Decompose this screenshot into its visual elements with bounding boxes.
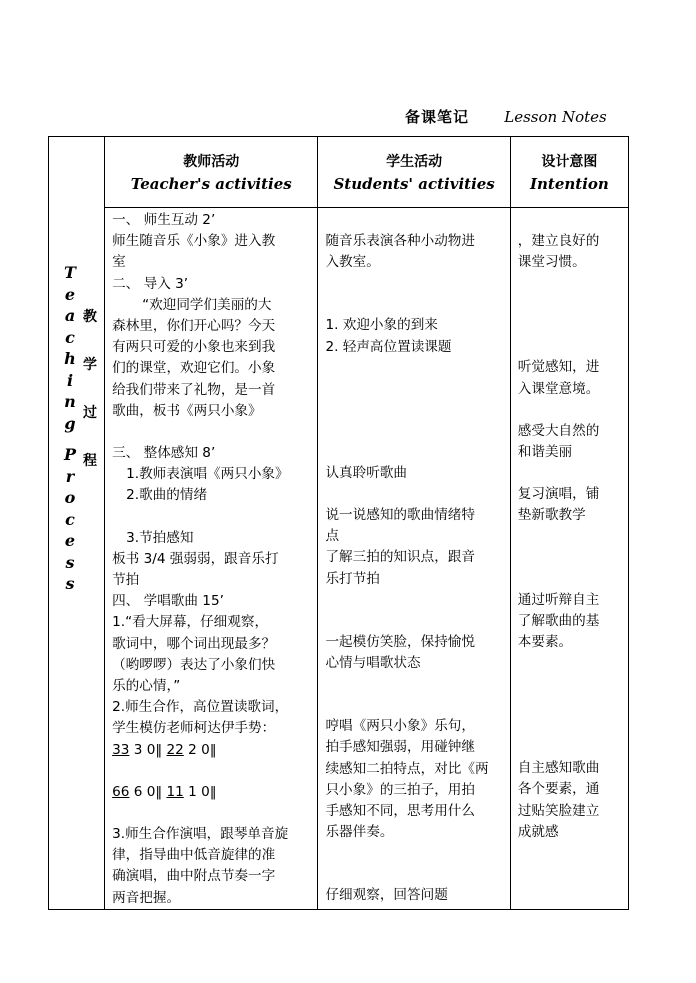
intent-line: 和谐美丽	[517, 444, 573, 461]
intention-cell	[510, 208, 628, 910]
teacher-line: （哟啰啰）表达了小象们快	[112, 656, 276, 673]
teacher-line: 1.教师表演唱《两只小象》	[126, 466, 289, 483]
teacher-line: 确演唱，曲中附点节奏一字	[112, 868, 276, 885]
student-line: 仔细观察，回答问题	[325, 887, 448, 904]
teacher-line: 们的课堂，欢迎它们。小象	[112, 360, 276, 377]
side-label-en: T e a c h i n g P r o c e s s	[63, 263, 77, 593]
student-line: 点	[325, 528, 340, 545]
student-line: 乐打节拍	[325, 570, 380, 587]
student-activities-cell	[318, 208, 510, 910]
intent-line: 本要素。	[517, 634, 573, 651]
rhythm-line: 33 3 0‖ 22 2 0‖	[112, 741, 217, 758]
teacher-line: 二、 导入 3’	[112, 275, 189, 292]
teacher-line: 四、 学唱歌曲 15’	[112, 593, 224, 610]
student-line: 只小象》的三拍子，用拍	[325, 781, 475, 798]
teacher-line: 2.师生合作，高位置读歌词，	[112, 699, 289, 716]
side-label-cn: 教 学 过 程	[83, 309, 97, 469]
teacher-line: 歌曲，板书《两只小象》	[112, 402, 262, 419]
intent-line: 自主感知歌曲	[517, 760, 600, 777]
intent-line: 过贴笑脸建立	[517, 802, 600, 819]
student-line: 乐器伴奏。	[325, 824, 394, 841]
lesson-table	[48, 136, 629, 910]
student-line: 随音乐表演各种小动物进	[325, 233, 475, 249]
teacher-line: 师生随音乐《小象》进入教	[112, 233, 276, 250]
student-column-header: 学生活动 Students' activities	[318, 137, 510, 208]
teacher-line: 乐的心情，”	[112, 678, 181, 695]
intent-line: 了解歌曲的基	[517, 612, 600, 629]
teacher-line: 3.节拍感知	[126, 529, 194, 546]
teacher-line: 学生模仿老师柯达伊手势：	[112, 720, 276, 737]
teacher-line: “欢迎同学们美丽的大	[142, 296, 272, 313]
student-line: 说一说感知的歌曲情绪特	[325, 507, 475, 524]
teacher-line: 有两只可爱的小象也来到我	[112, 339, 276, 356]
intent-line: 垫新歌教学	[517, 507, 586, 524]
intent-line: 成就感	[517, 823, 559, 840]
intent-line: 各个要素，通	[517, 781, 600, 798]
intent-line: ，建立良好的	[517, 233, 600, 249]
student-line: 了解三拍的知识点，跟音	[325, 549, 475, 566]
intent-line: 入课堂意境。	[517, 380, 600, 397]
teacher-line: 给我们带来了礼物，是一首	[112, 381, 276, 398]
intent-line: 听觉感知，进	[517, 359, 600, 376]
teacher-line: 歌词中，哪个词出现最多？	[112, 635, 276, 652]
teacher-line: 三、 整体感知 8’	[112, 445, 216, 462]
rhythm-line: 66 6 0‖ 11 1 0‖	[112, 783, 217, 800]
student-line: 认真聆听歌曲	[325, 464, 408, 481]
header-title-en: Lesson Notes	[504, 108, 607, 126]
intent-line: 课堂习惯。	[517, 254, 586, 271]
intent-line: 感受大自然的	[517, 422, 600, 439]
teacher-activities-cell	[105, 208, 318, 910]
teacher-line: 2.歌曲的情绪	[126, 487, 208, 504]
student-line: 拍手感知强弱，用碰钟继	[325, 739, 475, 756]
teacher-line: 节拍	[112, 572, 140, 589]
student-line: 一起模仿笑脸，保持愉悦	[325, 633, 475, 650]
student-line: 手感知不同，思考用什么	[325, 803, 475, 820]
page-header	[405, 106, 607, 127]
student-line: 2. 轻声高位置读课题	[325, 338, 452, 355]
teacher-line: 板书 3/4 强弱弱，跟音乐打	[112, 550, 279, 567]
student-line: 续感知二拍特点，对比《两	[325, 760, 489, 777]
student-line: 1. 欢迎小象的到来	[325, 317, 438, 334]
teacher-line: 1.“看大屏幕，仔细观察，	[112, 614, 269, 631]
intent-line: 通过听辩自主	[517, 591, 600, 608]
intent-line: 复习演唱，铺	[517, 486, 600, 503]
teacher-line: 室	[112, 254, 126, 271]
side-label-cell	[49, 137, 105, 910]
teacher-line: 律，指导曲中低音旋律的准	[112, 847, 276, 864]
intent-column-header: 设计意图 Intention	[510, 137, 628, 208]
teacher-column-header: 教师活动 Teacher's activities	[105, 137, 318, 208]
teacher-line: 一、 师生互动 2’	[112, 212, 216, 228]
header-title-cn: 备课笔记	[405, 108, 470, 126]
teacher-line: 森林里，你们开心吗？今天	[112, 318, 276, 335]
teacher-line: 3.师生合作演唱，跟琴单音旋	[112, 826, 289, 843]
student-line: 心情与唱歌状态	[325, 655, 421, 672]
teacher-line: 两音把握。	[112, 889, 181, 906]
student-line: 入教室。	[325, 254, 380, 271]
student-line: 哼唱《两只小象》乐句，	[325, 718, 475, 735]
